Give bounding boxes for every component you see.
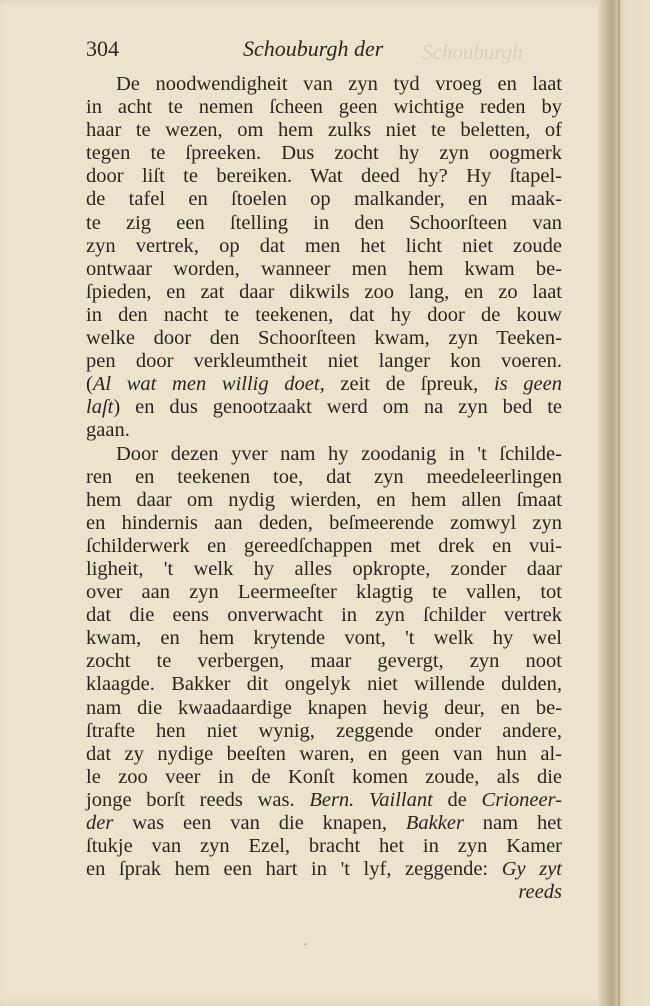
italic-text: der — [86, 812, 114, 834]
text-segment: haar te wezen, om hem zulks niet te beletten, of — [86, 119, 562, 142]
text-line — [86, 627, 562, 650]
text-line — [86, 258, 562, 281]
show-through-title: Schouburgh — [422, 40, 523, 64]
text-segment: te zig een ſtelling in den Schoorſteen van — [86, 211, 562, 234]
text-line — [86, 558, 562, 581]
italic-text: reeds — [518, 881, 562, 904]
text-line — [86, 281, 562, 304]
text-segment: le zoo veer in de Konſt komen zoude, als die — [86, 765, 562, 788]
text-segment: ſpieden, en zat daar dikwils zoo lang, en zo laat — [86, 280, 562, 303]
text-line — [86, 812, 562, 835]
text-segment: in acht te nemen ſcheen geen wichtige reden by — [86, 96, 562, 119]
text-segment: hem daar om nydig wierden, en hem allen ſmaat — [86, 488, 562, 511]
text-line — [86, 489, 562, 512]
text-line — [86, 96, 562, 119]
text-line — [86, 858, 562, 881]
text-line — [86, 789, 562, 812]
text-line — [86, 188, 562, 211]
text-segment: klaagde. Bakker dit ongelyk niet willende dulden, — [86, 673, 562, 696]
text-segment: pen door verkleumtheit niet langer kon voeren. — [86, 350, 562, 373]
text-line — [86, 697, 562, 720]
text-segment: de tafel en ſtoelen op malkander, en maak- — [86, 188, 562, 211]
text-segment: zocht te verbergen, maar gevergt, zyn noot — [86, 650, 562, 673]
text-line — [86, 373, 562, 396]
italic-text: Crioneer- — [481, 788, 562, 811]
text-line — [86, 881, 562, 904]
text-line — [86, 835, 562, 858]
text-segment: dat zy nydige beeſten waren, en geen van hun al- — [86, 742, 562, 765]
bottom-mark: · — [303, 938, 308, 953]
text-segment: dat die eens onverwacht in zyn ſchilder vertrek — [86, 604, 562, 627]
page-header — [86, 34, 566, 68]
text-line — [86, 650, 562, 673]
text-segment: ſtrafte hen niet wynig, zeggende onder andere, — [86, 719, 562, 742]
text-segment: jonge borſt reeds was. — [86, 788, 310, 811]
text-line — [86, 396, 562, 419]
text-segment: gaan. — [86, 419, 130, 442]
facing-page-edge — [612, 0, 650, 1006]
italic-text: laſt — [86, 396, 114, 419]
italic-text: is geen — [493, 373, 563, 396]
text-segment: door liſt te bereiken. Wat deed hy? Hy ſtapel- — [86, 165, 562, 188]
italic-text: Bakker — [405, 812, 464, 834]
text-segment: en hindernis aan deden, beſmeerende zomwyl zyn — [86, 511, 562, 534]
text-segment: , zeit de ſpreuk, — [319, 373, 494, 396]
italic-text: Al wat men willig doet — [92, 373, 320, 396]
text-segment: ontwaar worden, wanneer men hem kwam be- — [86, 257, 562, 280]
text-line — [86, 673, 562, 696]
body-text — [86, 73, 562, 904]
book-gutter — [598, 0, 612, 1006]
text-line — [86, 743, 562, 766]
text-line — [86, 581, 562, 604]
text-segment: nam het — [463, 812, 563, 834]
text-line — [86, 535, 562, 558]
text-segment: en ſprak hem een hart in 't lyf, zeggende: — [86, 858, 502, 881]
text-segment: Door dezen yver nam hy zoodanig in 't ſchilde- — [116, 442, 562, 465]
text-segment: was een van die knapen, — [113, 812, 406, 834]
italic-text: Bern. Vaillant — [309, 788, 433, 811]
text-segment: tegen te ſpreeken. Dus zocht hy zyn oogmerk — [86, 142, 562, 165]
text-line — [86, 304, 562, 327]
text-segment: ( — [86, 373, 93, 396]
text-segment: ) en dus genootzaakt werd om na zyn bed te — [113, 396, 562, 419]
text-line — [86, 119, 562, 142]
text-segment: de — [432, 788, 482, 811]
text-line — [86, 142, 562, 165]
text-line — [86, 212, 562, 235]
running-title: Schouburgh der — [243, 36, 384, 61]
text-segment: over aan zyn Leermeeſter klagtig te vallen, tot — [86, 581, 562, 604]
text-segment: nam die kwaadaardige knapen hevig deur, en be- — [86, 696, 562, 719]
text-segment: ſchilderwerk en gereedſchappen met drek en vui- — [86, 534, 562, 557]
text-line — [86, 73, 562, 96]
italic-text: Gy zyt — [501, 858, 563, 881]
text-line — [86, 443, 562, 466]
text-line — [86, 350, 562, 373]
text-segment: welke door den Schoorſteen kwam, zyn Teeken- — [86, 327, 562, 350]
text-line — [86, 235, 562, 258]
text-line — [86, 512, 562, 535]
text-line — [86, 720, 562, 743]
text-line — [86, 419, 562, 442]
page-number: 304 — [86, 36, 119, 61]
text-segment: ligheit, 't welk hy alles opkropte, zonder daar — [86, 557, 562, 580]
text-segment: kwam, en hem krytende vont, 't welk hy wel — [86, 627, 562, 650]
text-line — [86, 604, 562, 627]
text-line — [86, 766, 562, 789]
text-segment: De noodwendigheit van zyn tyd vroeg en laat — [116, 73, 562, 95]
text-segment: ren en teekenen toe, dat zyn meedeleerlingen — [86, 465, 562, 488]
text-line — [86, 466, 562, 489]
text-line — [86, 165, 562, 188]
text-segment: zyn vertrek, op dat men het licht niet zoude — [86, 234, 562, 257]
text-segment: in den nacht te teekenen, dat hy door de kouw — [86, 303, 562, 326]
text-segment: ſtukje van zyn Ezel, bracht het in zyn Kamer — [86, 835, 562, 858]
text-line — [86, 327, 562, 350]
